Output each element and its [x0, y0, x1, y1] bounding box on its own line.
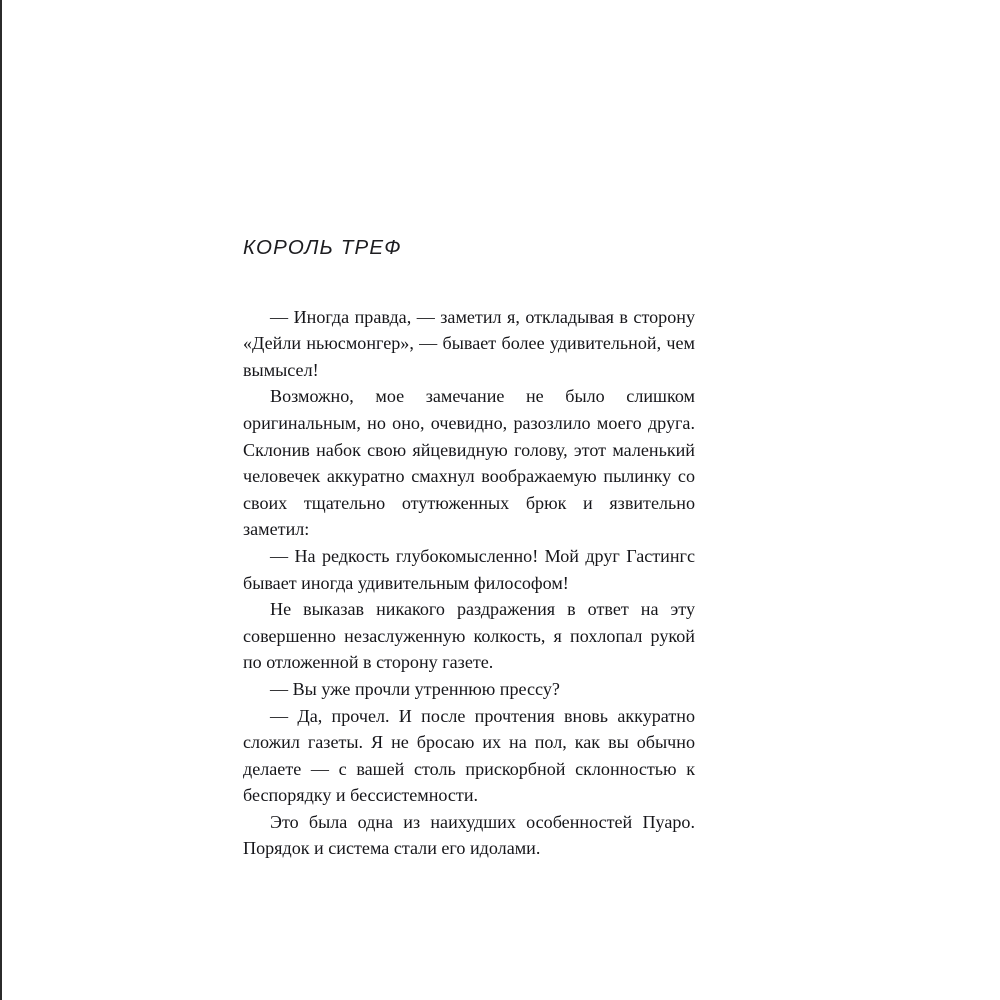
paragraph: — Вы уже прочли утреннюю прессу?	[270, 678, 560, 699]
paragraph: — На редкость глубокомысленно! Мой друг Гастингс бывает иногда удивительным философом!	[243, 545, 695, 593]
text-block	[243, 236, 695, 862]
page-title: КОРОЛЬ ТРЕФ	[243, 236, 402, 259]
body-text	[243, 304, 695, 862]
page-edge-artifact	[0, 0, 2, 1000]
paragraph: Не выказав никакого раздражения в ответ на эту совершенно незаслуженную колкость, я похлопал рукой по отложенной в сторону газете.	[243, 599, 695, 673]
paragraph: Возможно, мое замечание не было слишком оригинальным, но оно, очевидно, разозлило моего друга. Склонив набок свою яйцевидную голову, этот маленький человечек аккуратно смахнул воображаемую пылинку со своих тщательно отутюженных брюк и язвительно заметил:	[243, 386, 695, 540]
paragraph: — Да, прочел. И после прочтения вновь аккуратно сложил газеты. Я не бросаю их на пол, как вы обычно делаете — с вашей столь прискорбной склонностью к беспорядку и бессистемности.	[243, 705, 695, 806]
paragraph: Это была одна из наихудших особенностей Пуаро. Порядок и система стали его идолами.	[243, 811, 695, 859]
paragraph: — Иногда правда, — заметил я, откладывая в сторону «Дейли ньюсмонгер», — бывает более удивительной, чем вымысел!	[243, 306, 695, 380]
